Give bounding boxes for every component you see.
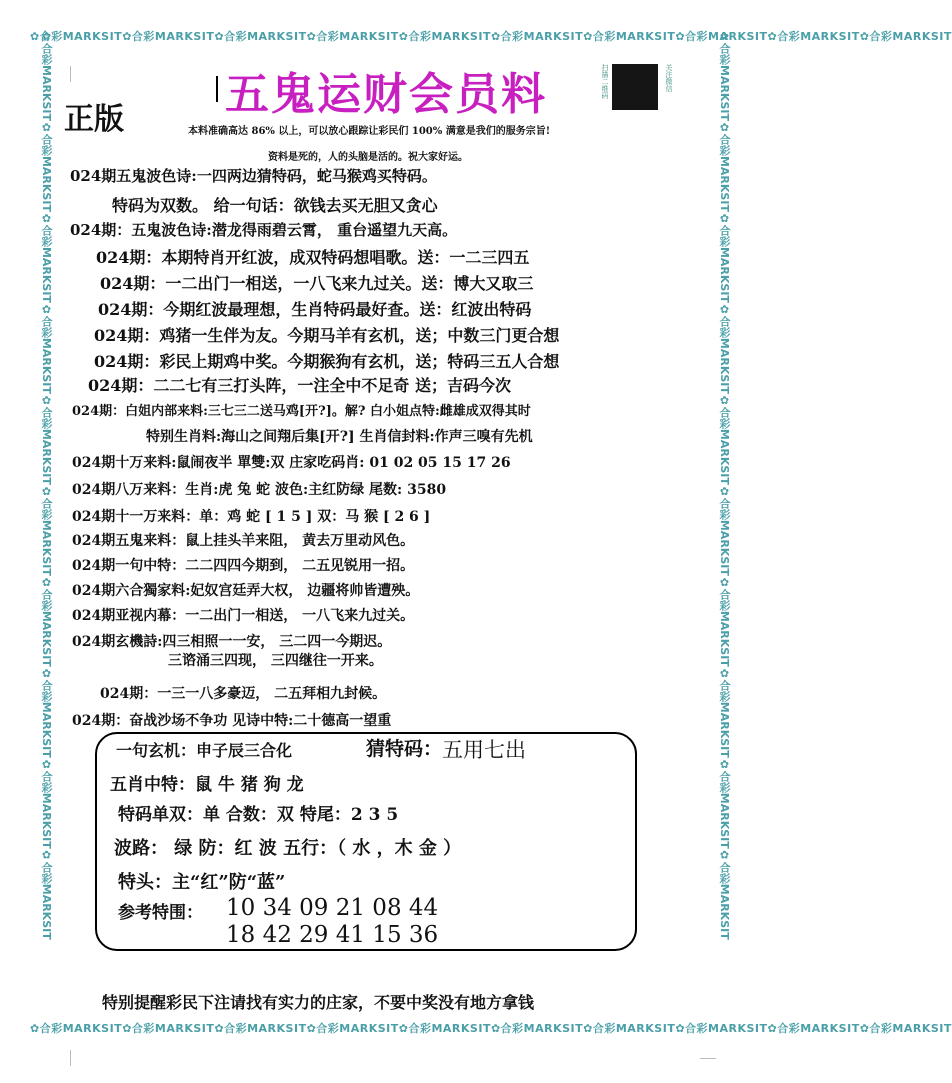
title-divider bbox=[216, 76, 218, 102]
text-line: 024期十一万来料：单：鸡 蛇 [ 1 5 ] 双：马 猴 [ 2 6 ] bbox=[72, 509, 431, 525]
text-line: 024期：一三一八多豪迈， 二五拜相九封候。 bbox=[100, 686, 387, 702]
border-right-watermark: ✿合彩MARKSIT✿合彩MARKSIT✿合彩MARKSIT✿合彩MARKSIT✿合彩MARKSIT✿合彩MARKSIT✿合彩MARKSIT✿合彩MARKSIT✿合彩MARKSIT✿合彩MARKSIT bbox=[718, 30, 731, 940]
box-odd-even: 特码单双：单 合数：双 特尾：2 3 5 bbox=[118, 805, 399, 825]
text-line: 024期亚视内幕：一二出门一相送， 一八飞来九过关。 bbox=[72, 608, 415, 624]
corner-mark bbox=[700, 1058, 716, 1059]
text-line: 特码为双数。 给一句话：欲钱去买无胆又贪心 bbox=[112, 196, 438, 215]
border-left-watermark: ✿合彩MARKSIT✿合彩MARKSIT✿合彩MARKSIT✿合彩MARKSIT✿合彩MARKSIT✿合彩MARKSIT✿合彩MARKSIT✿合彩MARKSIT✿合彩MARKSIT✿合彩MARKSIT bbox=[40, 30, 53, 940]
box-special-head: 特头：主“红”防“蓝” bbox=[118, 872, 286, 893]
text-line: 024期八万来料：生肖:虎 兔 蛇 波色:主红防绿 尾数: 3580 bbox=[72, 482, 447, 498]
text-line: 024期：白姐内部来料:三七三二送马鸡[开?]。解? 白小姐点特:雌雄成双得其时 bbox=[72, 404, 531, 419]
text-line: 024期：一二出门一相送，一八飞来九过关。送：博大又取三 bbox=[100, 274, 534, 293]
corner-mark bbox=[70, 1050, 71, 1066]
corner-mark bbox=[70, 66, 71, 82]
box-ref-numbers-2: 18 42 29 41 15 36 bbox=[226, 922, 439, 948]
accuracy-notice: 本料准确高达 86% 以上，可以放心跟踪让彩民们 100% 满意是我们的服务宗旨! bbox=[188, 126, 551, 137]
page-title: 五鬼运财会员料 bbox=[225, 69, 547, 120]
text-line: 024期：二二七有三打头阵，一注全中不足奇 送；吉码今次 bbox=[88, 376, 511, 395]
text-line: 024期六合獨家料:妃奴宫廷弄大权， 边疆将帅皆遭殃。 bbox=[72, 583, 420, 599]
box-color-path: 波路： 绿 防：红 波 五行：（ 水 ，木 金 ） bbox=[114, 838, 462, 859]
text-line: 024期：今期红波最理想，生肖特码最好查。送：红波出特码 bbox=[98, 300, 532, 319]
text-line: 024期五鬼波色诗:一四两边猜特码，蛇马猴鸡买特码。 bbox=[70, 167, 437, 185]
text-line: 024期一句中特：二二四四今期到， 二五见锐用一招。 bbox=[72, 558, 415, 574]
text-line: 特别生肖料:海山之间翔后集[开?] 生肖信封料:作声三嗅有先机 bbox=[146, 429, 533, 445]
border-bottom-watermark: ✿合彩MARKSIT✿合彩MARKSIT✿合彩MARKSIT✿合彩MARKSIT✿合彩MARKSIT✿合彩MARKSIT✿合彩MARKSIT✿合彩MARKSIT✿合彩MARKSIT✿合彩MARKSIT bbox=[30, 1022, 952, 1035]
text-line: 024期：奋战沙场不争功 见诗中特:二十德高一望重 bbox=[72, 713, 392, 729]
luck-notice: 资料是死的，人的头脑是活的。祝大家好运。 bbox=[268, 152, 468, 163]
box-five-zodiac: 五肖中特：鼠 牛 猪 狗 龙 bbox=[110, 775, 304, 795]
text-line: 三谘涌三四现， 三四继往一开来。 bbox=[168, 653, 383, 669]
qr-label-left: 扫描二维码 bbox=[601, 64, 609, 99]
border-top-watermark: ✿合彩MARKSIT✿合彩MARKSIT✿合彩MARKSIT✿合彩MARKSIT✿合彩MARKSIT✿合彩MARKSIT✿合彩MARKSIT✿合彩MARKSIT✿合彩MARKSIT✿合彩MARKSIT bbox=[30, 30, 952, 43]
qr-code bbox=[612, 64, 658, 110]
text-line: 024期：五鬼波色诗:潜龙得雨碧云霄， 重台遥望九天高。 bbox=[70, 221, 458, 239]
text-line: 024期：本期特肖开红波，成双特码想唱歌。送：一二三四五 bbox=[96, 248, 530, 267]
edition-label: 正版 bbox=[64, 102, 124, 137]
box-guess-answer: 五用七出 bbox=[442, 738, 526, 762]
text-line: 024期：鸡猪一生伴为友。今期马羊有玄机，送；中数三门更合想 bbox=[94, 326, 560, 345]
box-ref-label: 参考特围： bbox=[118, 903, 203, 923]
text-line: 024期：彩民上期鸡中奖。今期猴狗有玄机，送；特码三五人合想 bbox=[94, 352, 560, 371]
text-line: 024期十万来料:鼠闹夜半 單雙:双 庄家吃码肖: 01 02 05 15 17 26 bbox=[72, 455, 511, 471]
footer-reminder: 特别提醒彩民下注请找有实力的庄家，不要中奖没有地方拿钱 bbox=[102, 993, 535, 1012]
qr-label-right: 关注微信 bbox=[665, 64, 673, 92]
text-line: 024期玄機詩:四三相照一一安， 三二四一今期迟。 bbox=[72, 634, 392, 650]
box-riddle: 一句玄机：申子辰三合化 bbox=[116, 741, 293, 760]
box-guess-label: 猜特码： bbox=[366, 738, 443, 760]
box-ref-numbers-1: 10 34 09 21 08 44 bbox=[226, 895, 439, 921]
text-line: 024期五鬼来料：鼠上挂头羊来阻， 黄去万里动风色。 bbox=[72, 533, 415, 549]
